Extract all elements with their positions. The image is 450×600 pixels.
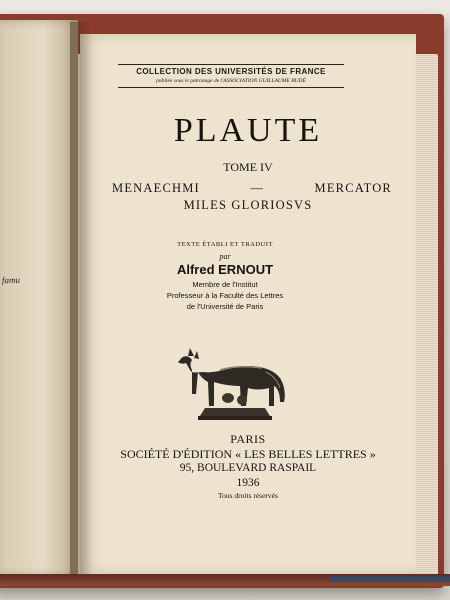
editor-credential: Professeur à la Faculté des Lettres bbox=[166, 291, 284, 300]
editor-credential: de l'Université de Paris bbox=[186, 302, 264, 311]
publication-place: PARIS bbox=[230, 432, 266, 446]
collection-title: COLLECTION DES UNIVERSITÉS DE FRANCE bbox=[136, 67, 326, 76]
collection-subtitle: publiée sous le patronage de l'ASSOCIATION GUILLAUME BUDÉ bbox=[156, 78, 306, 84]
edition-note: TEXTE ÉTABLI ET TRADUIT bbox=[177, 241, 273, 248]
editor-name: Alfred ERNOUT bbox=[176, 262, 274, 277]
dash: — bbox=[250, 181, 265, 195]
publisher-address: 95, BOULEVARD RASPAIL bbox=[179, 462, 317, 474]
tabletop-edge bbox=[330, 576, 450, 582]
publisher: SOCIÉTÉ D'ÉDITION « LES BELLES LETTRES » bbox=[120, 447, 376, 461]
volume-number: TOME IV bbox=[223, 160, 273, 174]
by-label: par bbox=[219, 252, 231, 261]
left-page bbox=[0, 20, 78, 576]
editor-credential: Membre de l'Institut bbox=[192, 280, 258, 289]
publication-year: 1936 bbox=[236, 477, 260, 489]
works-line-2: MILES GLORIOSVS bbox=[183, 198, 313, 212]
works-line-1 bbox=[112, 181, 392, 196]
rights-notice: Tous droits réservés bbox=[218, 491, 278, 500]
capitoline-wolf-icon bbox=[170, 336, 300, 422]
work-title: MENAECHMI bbox=[112, 181, 200, 195]
margin-note: famu bbox=[1, 274, 21, 286]
author-name: PLAUTE bbox=[173, 112, 323, 149]
work-title: MERCATOR bbox=[314, 181, 392, 195]
